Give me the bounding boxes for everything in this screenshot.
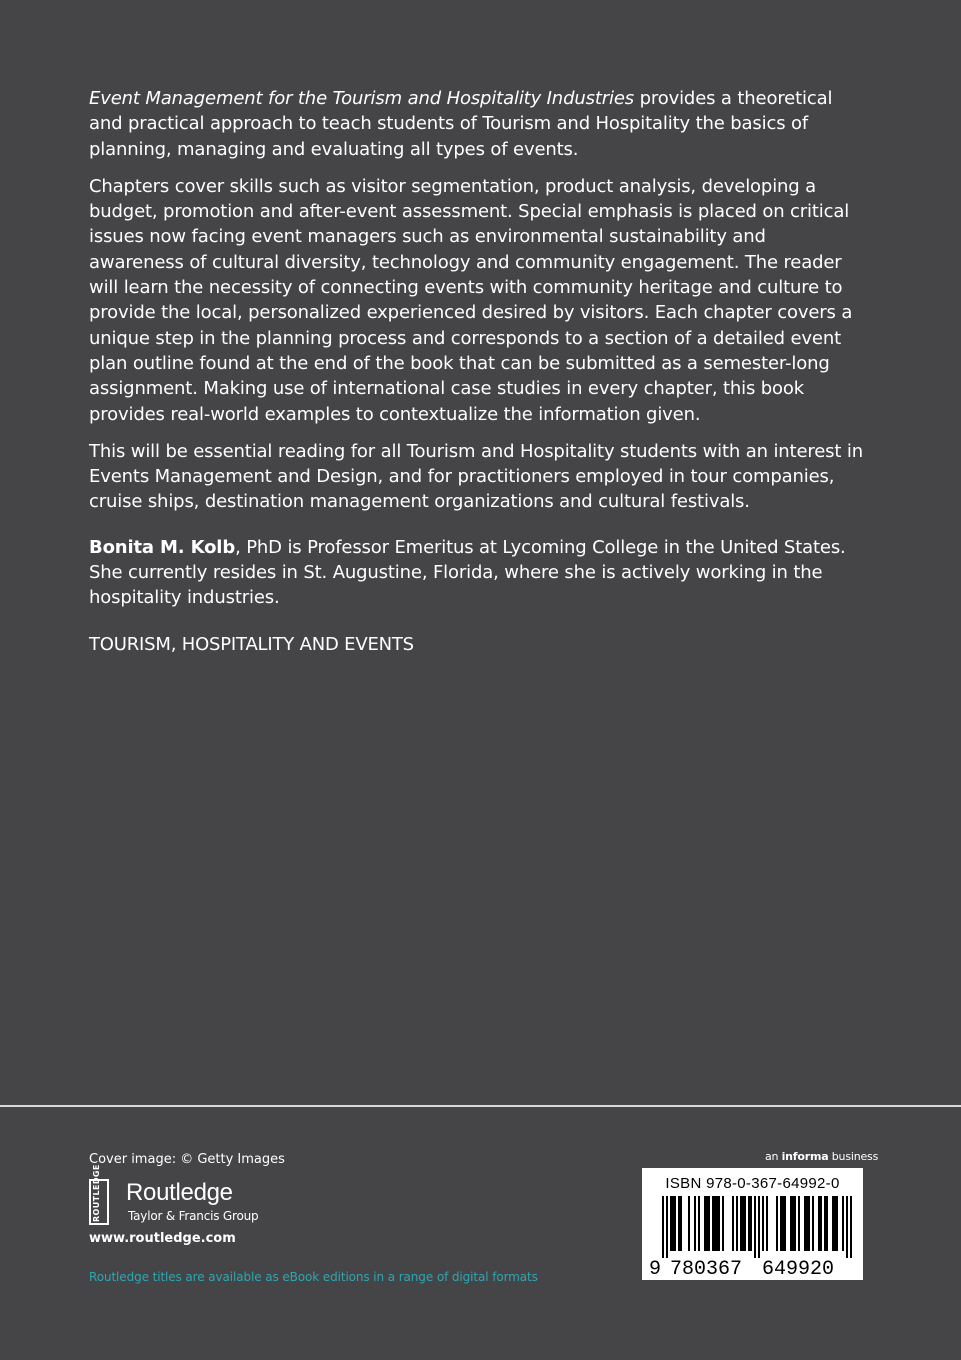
barcode-bar	[736, 1196, 738, 1251]
barcode-bar	[850, 1196, 852, 1258]
blurb-paragraph-1-text: provides a theoretical and practical approach to teach students of Tourism and Hospitality the basics of planning, managing and evaluating all types of events.	[89, 88, 833, 160]
barcode-bar	[846, 1196, 848, 1258]
barcode-bar	[784, 1196, 786, 1251]
publisher-logo	[89, 1164, 289, 1227]
barcode-bar	[792, 1196, 794, 1251]
barcode-bar	[714, 1196, 716, 1251]
barcode-bar	[670, 1196, 672, 1251]
barcode-graphic	[642, 1168, 863, 1280]
barcode-bar	[704, 1196, 706, 1251]
barcode-bar	[716, 1196, 718, 1251]
barcode-bar	[688, 1196, 690, 1251]
publisher-group: Taylor & Francis Group	[128, 1209, 259, 1223]
barcode-bar	[740, 1196, 742, 1251]
author-name: Bonita M. Kolb	[89, 536, 236, 558]
barcode-bar	[712, 1196, 714, 1251]
barcode-left-digits: 780367	[669, 1258, 743, 1280]
barcode-bar	[806, 1196, 808, 1251]
back-cover-blurb	[89, 86, 864, 623]
barcode-bar	[812, 1196, 814, 1251]
informa-suffix: business	[828, 1150, 879, 1163]
isbn-label: ISBN 978-0-367-64992-0	[665, 1175, 840, 1192]
publisher-website: www.routledge.com	[89, 1231, 236, 1246]
barcode-bar	[824, 1196, 826, 1251]
ebook-note: Routledge titles are available as eBook editions in a range of digital formats	[89, 1270, 538, 1284]
barcode-bar	[672, 1196, 674, 1251]
barcode-bar	[834, 1196, 836, 1251]
logo-vertical-text: ROUTLEDGE	[92, 1164, 101, 1222]
barcode-right-digits: 649920	[761, 1258, 835, 1280]
barcode-bar	[666, 1196, 668, 1258]
informa-brand: informa	[781, 1150, 829, 1163]
blurb-paragraph-3: This will be essential reading for all Tourism and Hospitality students with an interest in Events Management and Design, and for practitioners employed in tour companies, cruise ships, destination management organizations and cultural festivals.	[89, 440, 863, 513]
barcode-bar	[718, 1196, 720, 1251]
book-title: Event Management for the Tourism and Hospitality Industries	[89, 88, 634, 109]
barcode-bar	[680, 1196, 682, 1251]
barcode-bar	[780, 1196, 782, 1251]
barcode-bar	[766, 1196, 768, 1251]
barcode-bar	[674, 1196, 676, 1251]
cover-credit: Cover image: © Getty Images	[89, 1152, 285, 1167]
barcode-bar	[706, 1196, 708, 1251]
barcode-bar	[698, 1196, 700, 1251]
barcode-bar	[758, 1196, 760, 1258]
barcode-bar	[818, 1196, 820, 1251]
barcode-bar	[744, 1196, 746, 1251]
barcode-bar	[804, 1196, 806, 1251]
barcode-bar	[742, 1196, 744, 1251]
author-bio-text: , PhD is Professor Emeritus at Lycoming College in the United States. She currently resides in St. Augustine, Florida, where she is actively working in the hospitality industries.	[89, 536, 846, 609]
barcode-bar	[790, 1196, 792, 1251]
blurb-paragraph-1	[89, 86, 864, 162]
informa-tagline	[765, 1150, 878, 1163]
barcode-lead-digit: 9	[649, 1258, 662, 1280]
barcode-bar	[808, 1196, 810, 1251]
barcode-bar	[678, 1196, 680, 1251]
barcode-bar	[754, 1196, 756, 1258]
routledge-logo-icon	[89, 1164, 109, 1225]
barcode-bar	[732, 1196, 734, 1251]
barcode-bar	[820, 1196, 822, 1251]
divider	[0, 1105, 961, 1107]
barcode-bar	[842, 1196, 844, 1251]
series-label: TOURISM, HOSPITALITY AND EVENTS	[89, 634, 414, 655]
barcode-bar	[776, 1196, 778, 1251]
barcode-bar	[794, 1196, 796, 1251]
author-bio	[89, 535, 864, 611]
barcode-bar	[782, 1196, 784, 1251]
barcode-bar	[708, 1196, 710, 1251]
barcode-bar	[798, 1196, 800, 1251]
isbn-barcode	[642, 1168, 863, 1280]
barcode-bar	[722, 1196, 724, 1251]
blurb-paragraph-2: Chapters cover skills such as visitor segmentation, product analysis, developing a budget, promotion and after-event assessment. Special emphasis is placed on critical issues now facing event managers such as environmental sustainability and awareness of cultural diversity, technology and community engagement. The reader will learn the necessity of connecting events with community heritage and culture to provide the local, personalized experienced desired by visitors. Each chapter covers a unique step in the planning process and corresponds to a section of a detailed event plan outline found at the end of the book that can be submitted as a semester-long assignment. Making use of international case studies in every chapter, this book provides real-world examples to contextualize the information given.	[89, 175, 853, 425]
barcode-bar	[750, 1196, 752, 1251]
barcode-bar	[836, 1196, 838, 1251]
barcode-bar	[662, 1196, 664, 1258]
barcode-bar	[694, 1196, 696, 1251]
barcode-bar	[826, 1196, 828, 1251]
barcode-bar	[832, 1196, 834, 1251]
informa-prefix: an	[765, 1150, 782, 1163]
barcode-bar	[748, 1196, 750, 1251]
publisher-name: Routledge	[126, 1179, 233, 1206]
barcode-bar	[762, 1196, 764, 1251]
